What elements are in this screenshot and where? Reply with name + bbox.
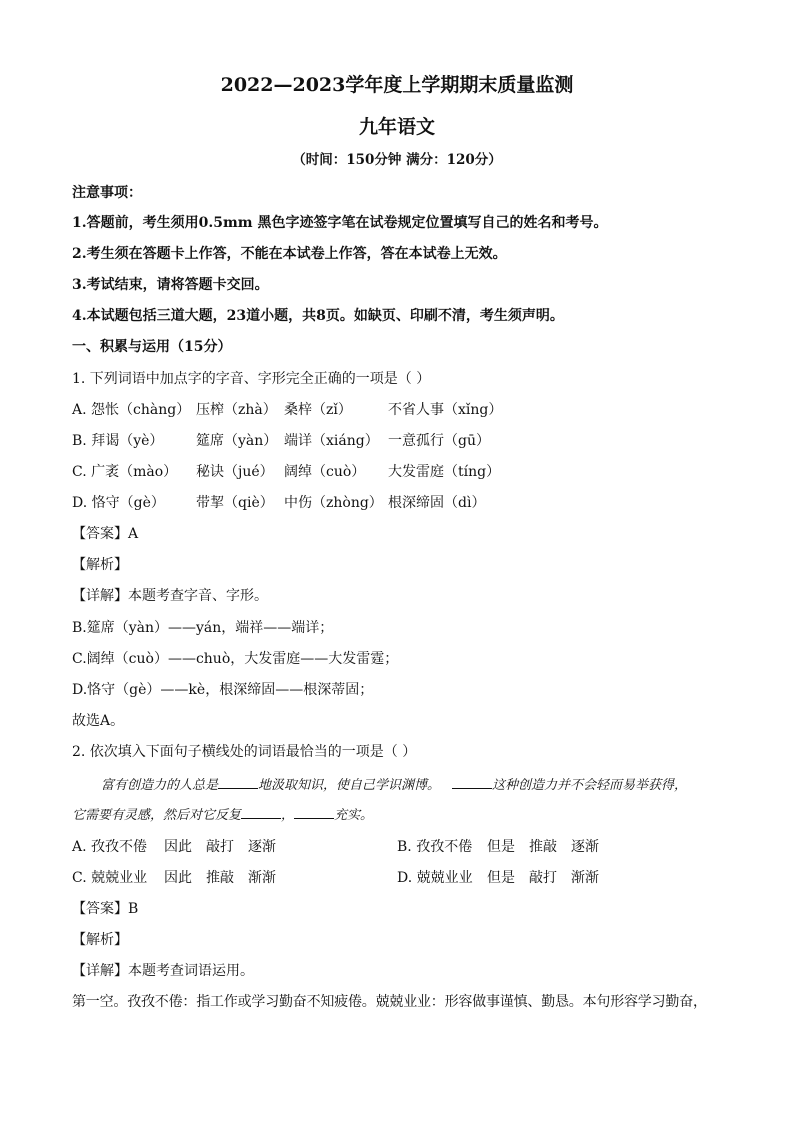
detail-text: 本题考查词语运用。 — [128, 963, 254, 979]
blank — [452, 774, 492, 789]
option-word: 筵席（yàn） — [196, 433, 278, 449]
option-word: C. 兢兢业业 — [72, 870, 148, 886]
passage-text: 这种创造力并不会轻而易举获得， — [492, 778, 688, 793]
passage-text: 充实。 — [334, 808, 374, 823]
blank — [294, 804, 334, 819]
option-word: 大发雷庭（tíng） — [388, 464, 501, 480]
exam-info: （时间：150分钟 满分：120分） — [292, 152, 502, 168]
analysis-label: 【解析】 — [72, 557, 128, 573]
option-word: 一意孤行（gū） — [388, 433, 490, 449]
option-word: 推敲 — [529, 839, 557, 855]
option-word: 不省人事（xǐng） — [388, 402, 503, 418]
option-word: 端详（xiáng） — [284, 433, 379, 449]
option-word: 推敲 — [206, 870, 234, 886]
explanation-line: D.恪守（gè）——kè，根深缔固——根深蒂固； — [72, 682, 374, 698]
answer-option-a — [72, 837, 276, 857]
option-word: A. 怨怅（chàng） — [72, 402, 191, 418]
blank — [241, 804, 281, 819]
answer-label: 【答案】 — [72, 901, 128, 917]
answer-value: A — [128, 526, 139, 542]
option-word: B. 孜孜不倦 — [397, 839, 473, 855]
answer-line — [72, 524, 138, 544]
detail-text: 本题考查字音、字形。 — [128, 588, 268, 604]
detail-label: 【详解】 — [72, 963, 128, 979]
option-word: 压榨（zhà） — [196, 402, 277, 418]
passage-line — [101, 774, 751, 796]
option-word: 逐渐 — [571, 839, 599, 855]
explanation-line: C.阔绰（cuò）——chuò，大发雷庭——大发雷霆； — [72, 651, 399, 667]
exam-subject: 九年语文 — [358, 116, 435, 138]
option-word: A. 孜孜不倦 — [72, 839, 148, 855]
option-word: 敲打 — [529, 870, 557, 886]
option-word: B. 拜谒（yè） — [72, 433, 164, 449]
question-stem: 1. 下列词语中加点字的字音、字形完全正确的一项是（ ） — [72, 371, 431, 387]
blank — [218, 774, 258, 789]
passage-line — [72, 804, 722, 826]
option-word: D. 恪守（gè） — [72, 495, 165, 511]
passage-text: 富有创造力的人总是 — [101, 778, 219, 793]
option-word: C. 广袤（mào） — [72, 464, 178, 480]
answer-option-c — [72, 868, 276, 888]
section-heading: 一、积累与运用（15分） — [72, 339, 232, 355]
notice-item: 4.本试题包括三道大题，23道小题，共8页。如缺页、印刷不清，考生须声明。 — [72, 308, 564, 324]
answer-option-b — [72, 431, 490, 451]
answer-option-d — [397, 868, 599, 888]
option-word: 阔绰（cuò） — [284, 464, 366, 480]
notice-item: 1.答题前，考生须用0.5mm 黑色字迹签字笔在试卷规定位置填写自己的姓名和考号。 — [72, 215, 608, 231]
option-word: 根深缔固（dì） — [388, 495, 486, 511]
option-word: 但是 — [487, 870, 515, 886]
passage-text: 它需要有灵感，然后对它反复 — [72, 808, 242, 823]
answer-label: 【答案】 — [72, 526, 128, 542]
explanation-line: 第一空。孜孜不倦：指工作或学习勤奋不知疲倦。兢兢业业：形容做事谨慎、勤恳。本句形容学习勤奋， — [72, 994, 707, 1010]
option-word: D. 兢兢业业 — [397, 870, 473, 886]
option-word: 中伤（zhòng） — [284, 495, 383, 511]
exam-title: 2022—2023学年度上学期期末质量监测 — [220, 74, 574, 96]
analysis-label: 【解析】 — [72, 932, 128, 948]
answer-option-b — [397, 837, 599, 857]
answer-option-a — [72, 400, 502, 420]
answer-option-c — [72, 462, 500, 482]
option-word: 渐渐 — [571, 870, 599, 886]
passage-text: ， — [281, 808, 295, 823]
explanation-line: B.筵席（yàn）——yán，端祥——端详； — [72, 620, 334, 636]
option-word: 秘诀（jué） — [196, 464, 274, 480]
option-word: 逐渐 — [248, 839, 276, 855]
answer-value: B — [128, 901, 139, 917]
notice-item: 2.考生须在答题卡上作答，不能在本试卷上作答，答在本试卷上无效。 — [72, 246, 507, 262]
option-word: 敲打 — [206, 839, 234, 855]
passage-text: 地汲取知识，使自己学识渊博。 — [258, 778, 441, 793]
answer-option-d — [72, 493, 485, 513]
question-stem: 2. 依次填入下面句子横线处的词语最恰当的一项是（ ） — [72, 744, 417, 760]
notice-heading: 注意事项： — [72, 185, 142, 201]
conclusion-line: 故选A。 — [72, 713, 125, 729]
option-word: 渐渐 — [248, 870, 276, 886]
detail-line — [72, 586, 268, 606]
answer-line — [72, 899, 138, 919]
option-word: 因此 — [164, 839, 192, 855]
detail-label: 【详解】 — [72, 588, 128, 604]
option-word: 桑梓（zǐ） — [284, 402, 352, 418]
notice-item: 3.考试结束，请将答题卡交回。 — [72, 277, 269, 293]
detail-line — [72, 961, 254, 981]
option-word: 因此 — [164, 870, 192, 886]
option-word: 带挈（qiè） — [196, 495, 274, 511]
option-word: 但是 — [487, 839, 515, 855]
